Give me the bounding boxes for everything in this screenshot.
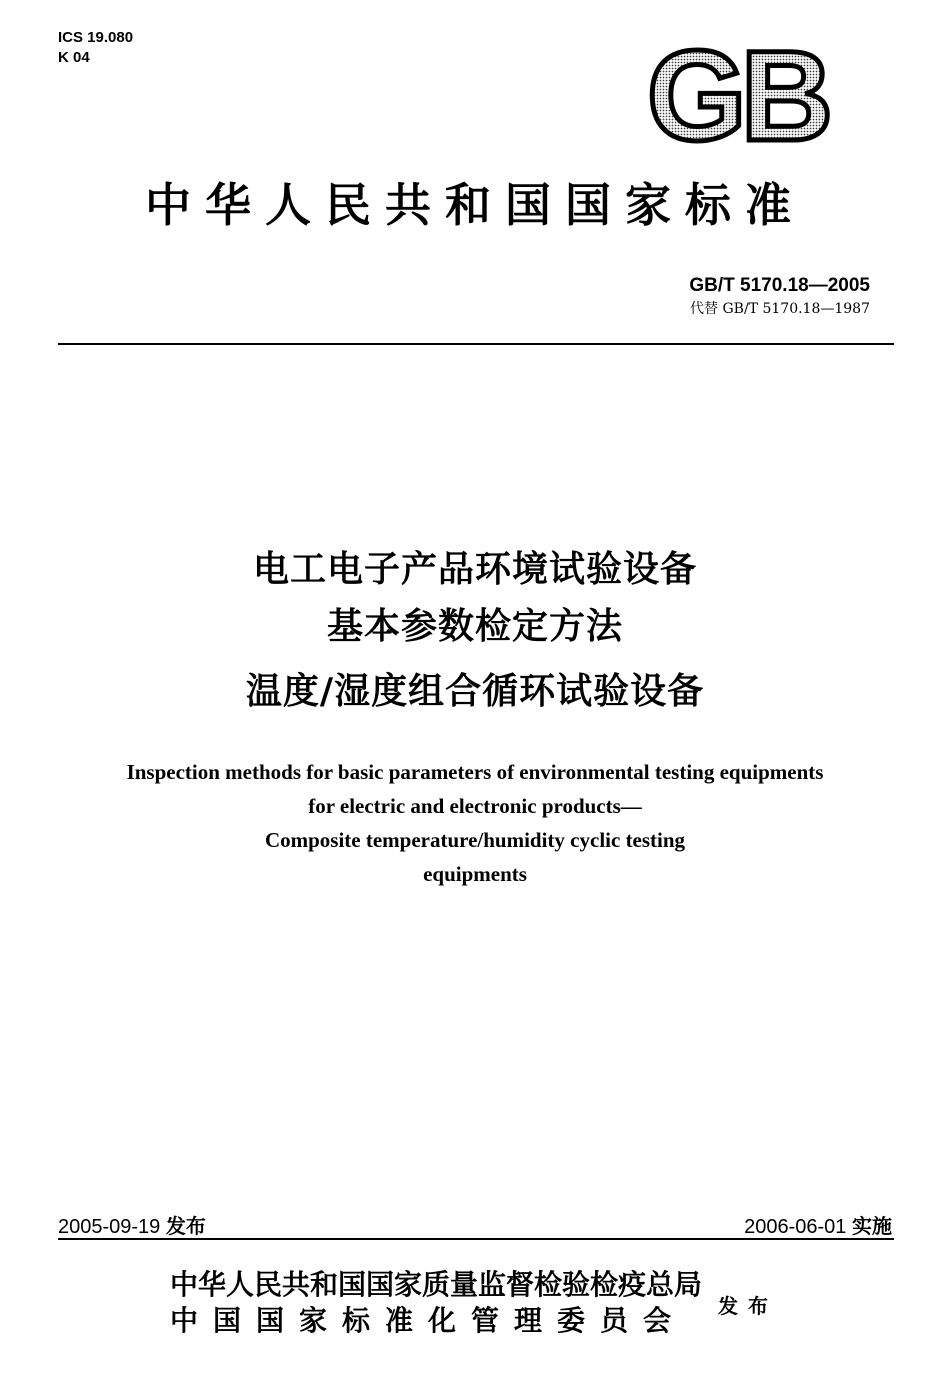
issue-date-value: 2005-09-19 (58, 1216, 161, 1238)
standard-number: GB/T 5170.18—2005 (689, 275, 870, 296)
classification-codes (58, 28, 133, 68)
issue-date (58, 1210, 206, 1239)
implement-date (744, 1210, 892, 1239)
title-cn-line-3: 温度/湿度组合循环试验设备 (245, 671, 705, 712)
title-cn-line-2: 基本参数检定方法 (326, 606, 623, 647)
publish-label: 发布 (718, 1294, 778, 1318)
implement-date-value: 2006-06-01 (744, 1216, 847, 1238)
issuer-sac: 中国国家标准化管理委员会 (170, 1304, 687, 1337)
title-en-line-3: Composite temperature/humidity cyclic testing (264, 828, 686, 852)
ccs-code: K 04 (58, 49, 90, 66)
title-en-line-2: for electric and electronic products— (308, 794, 642, 818)
top-divider (58, 343, 894, 345)
issuer-aqsiq: 中华人民共和国国家质量监督检验检疫总局 (170, 1268, 703, 1301)
implement-label: 实施 (852, 1214, 892, 1238)
replaces-standard: 代替 GB/T 5170.18—1987 (690, 301, 870, 317)
title-en-line-4: equipments (423, 862, 527, 886)
title-en-line-1: Inspection methods for basic parameters of environmental testing equipments (126, 760, 824, 784)
ics-code: ICS 19.080 (58, 29, 134, 46)
gb-logo-icon (632, 40, 842, 150)
title-cn-line-1: 电工电子产品环境试验设备 (252, 549, 697, 590)
gb-logo-text: GB (647, 40, 827, 150)
bottom-divider (58, 1238, 894, 1240)
issue-label: 发布 (165, 1214, 206, 1238)
national-standard-heading: 中华人民共和国国家标准 (145, 178, 805, 232)
